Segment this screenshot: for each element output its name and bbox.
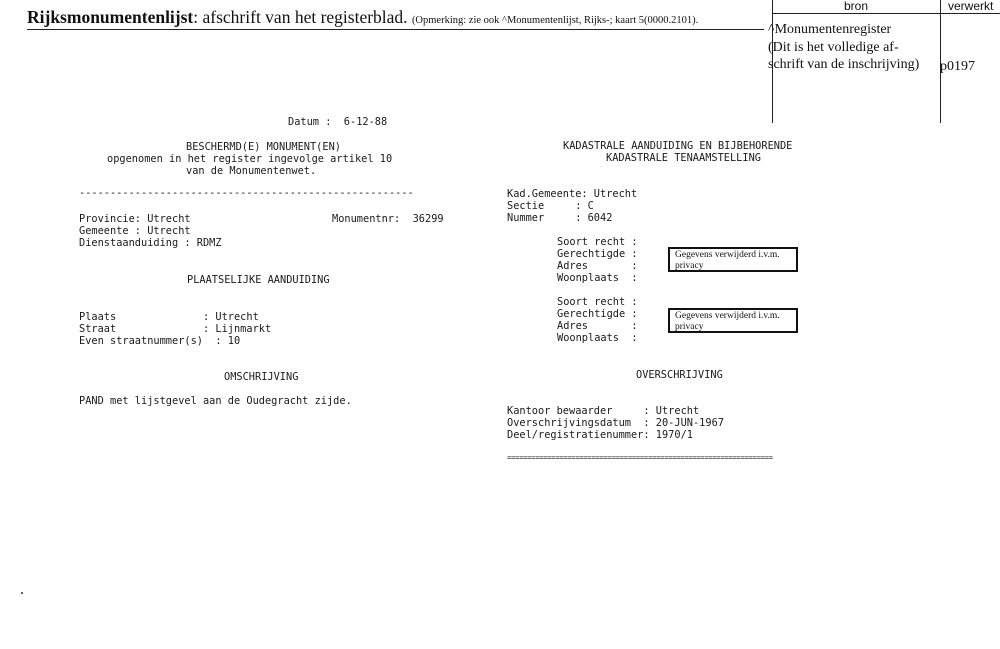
page-title [27,7,698,28]
deel-registratienummer: Deel/registratienummer: 1970/1 [507,429,693,441]
kad-gemeente: Kad.Gemeente: Utrecht [507,188,638,200]
gemeente: Gemeente : Utrecht [79,225,191,237]
rechthebbende-block-1: Soort recht : Gerechtigde : Adres : Woonplaats : [557,236,638,284]
heading-opgenomen: opgenomen in het register ingevolge artikel 10 [107,153,393,165]
title-rest: : afschrift van het registerblad. [193,7,408,27]
straat: Straat : Lijnmarkt [79,323,272,335]
provincie: Provincie: Utrecht [79,213,191,225]
kadastrale-heading-1: KADASTRALE AANDUIDING EN BIJBEHORENDE [563,140,793,152]
heading-beschermd: BESCHERMD(E) MONUMENT(EN) [186,141,341,153]
datum: Datum : 6-12-88 [288,116,388,128]
header-line [772,13,1000,14]
source-code: p0197 [940,59,975,74]
overschrijvingsdatum: Overschrijvingsdatum : 20-JUN-1967 [507,417,724,429]
source-text: ^Monumentenregister (Dit is het volledige af- schrift van de inschrijving) [768,22,920,72]
sectie: Sectie : C [507,200,594,212]
kadastrale-heading-2: KADASTRALE TENAAMSTELLING [606,152,761,164]
heading-monumentenwet: van de Monumentenwet. [186,165,317,177]
title-bold: Rijksmonumentenlijst [27,7,194,27]
rechthebbende-block-2: Soort recht : Gerechtigde : Adres : Woonplaats : [557,296,638,344]
bron-label: bron [843,0,869,13]
plaats: Plaats : Utrecht [79,311,259,323]
source-box [768,0,1000,123]
omschrijving-heading: OMSCHRIJVING [224,371,299,383]
overschrijving-heading: OVERSCHRIJVING [636,369,723,381]
dienstaanduiding: Dienstaanduiding : RDMZ [79,237,222,249]
kantoor-bewaarder: Kantoor bewaarder : Utrecht [507,405,700,417]
scan-speck [21,592,23,594]
end-rule: ================================================================== [507,453,773,462]
privacy-box-2: Gegevens verwijderd i.v.m. privacy [668,308,798,333]
verwerkt-label: verwerkt [948,0,994,13]
omschrijving: PAND met lijstgevel aan de Oudegracht zijde. [79,395,352,407]
privacy-box-1: Gegevens verwijderd i.v.m. privacy [668,247,798,272]
plaatselijke-heading: PLAATSELIJKE AANDUIDING [187,274,330,286]
title-note: (Opmerking: zie ook ^Monumentenlijst, Rijks-; kaart 5(0000.2101). [411,15,699,26]
nummer: Nummer : 6042 [507,212,613,224]
header-rule [27,29,764,30]
divider-line: ------------------------------------------------------ [79,187,414,199]
monumentnr: Monumentnr: 36299 [332,213,444,225]
even-straatnummer: Even straatnummer(s) : 10 [79,335,241,347]
